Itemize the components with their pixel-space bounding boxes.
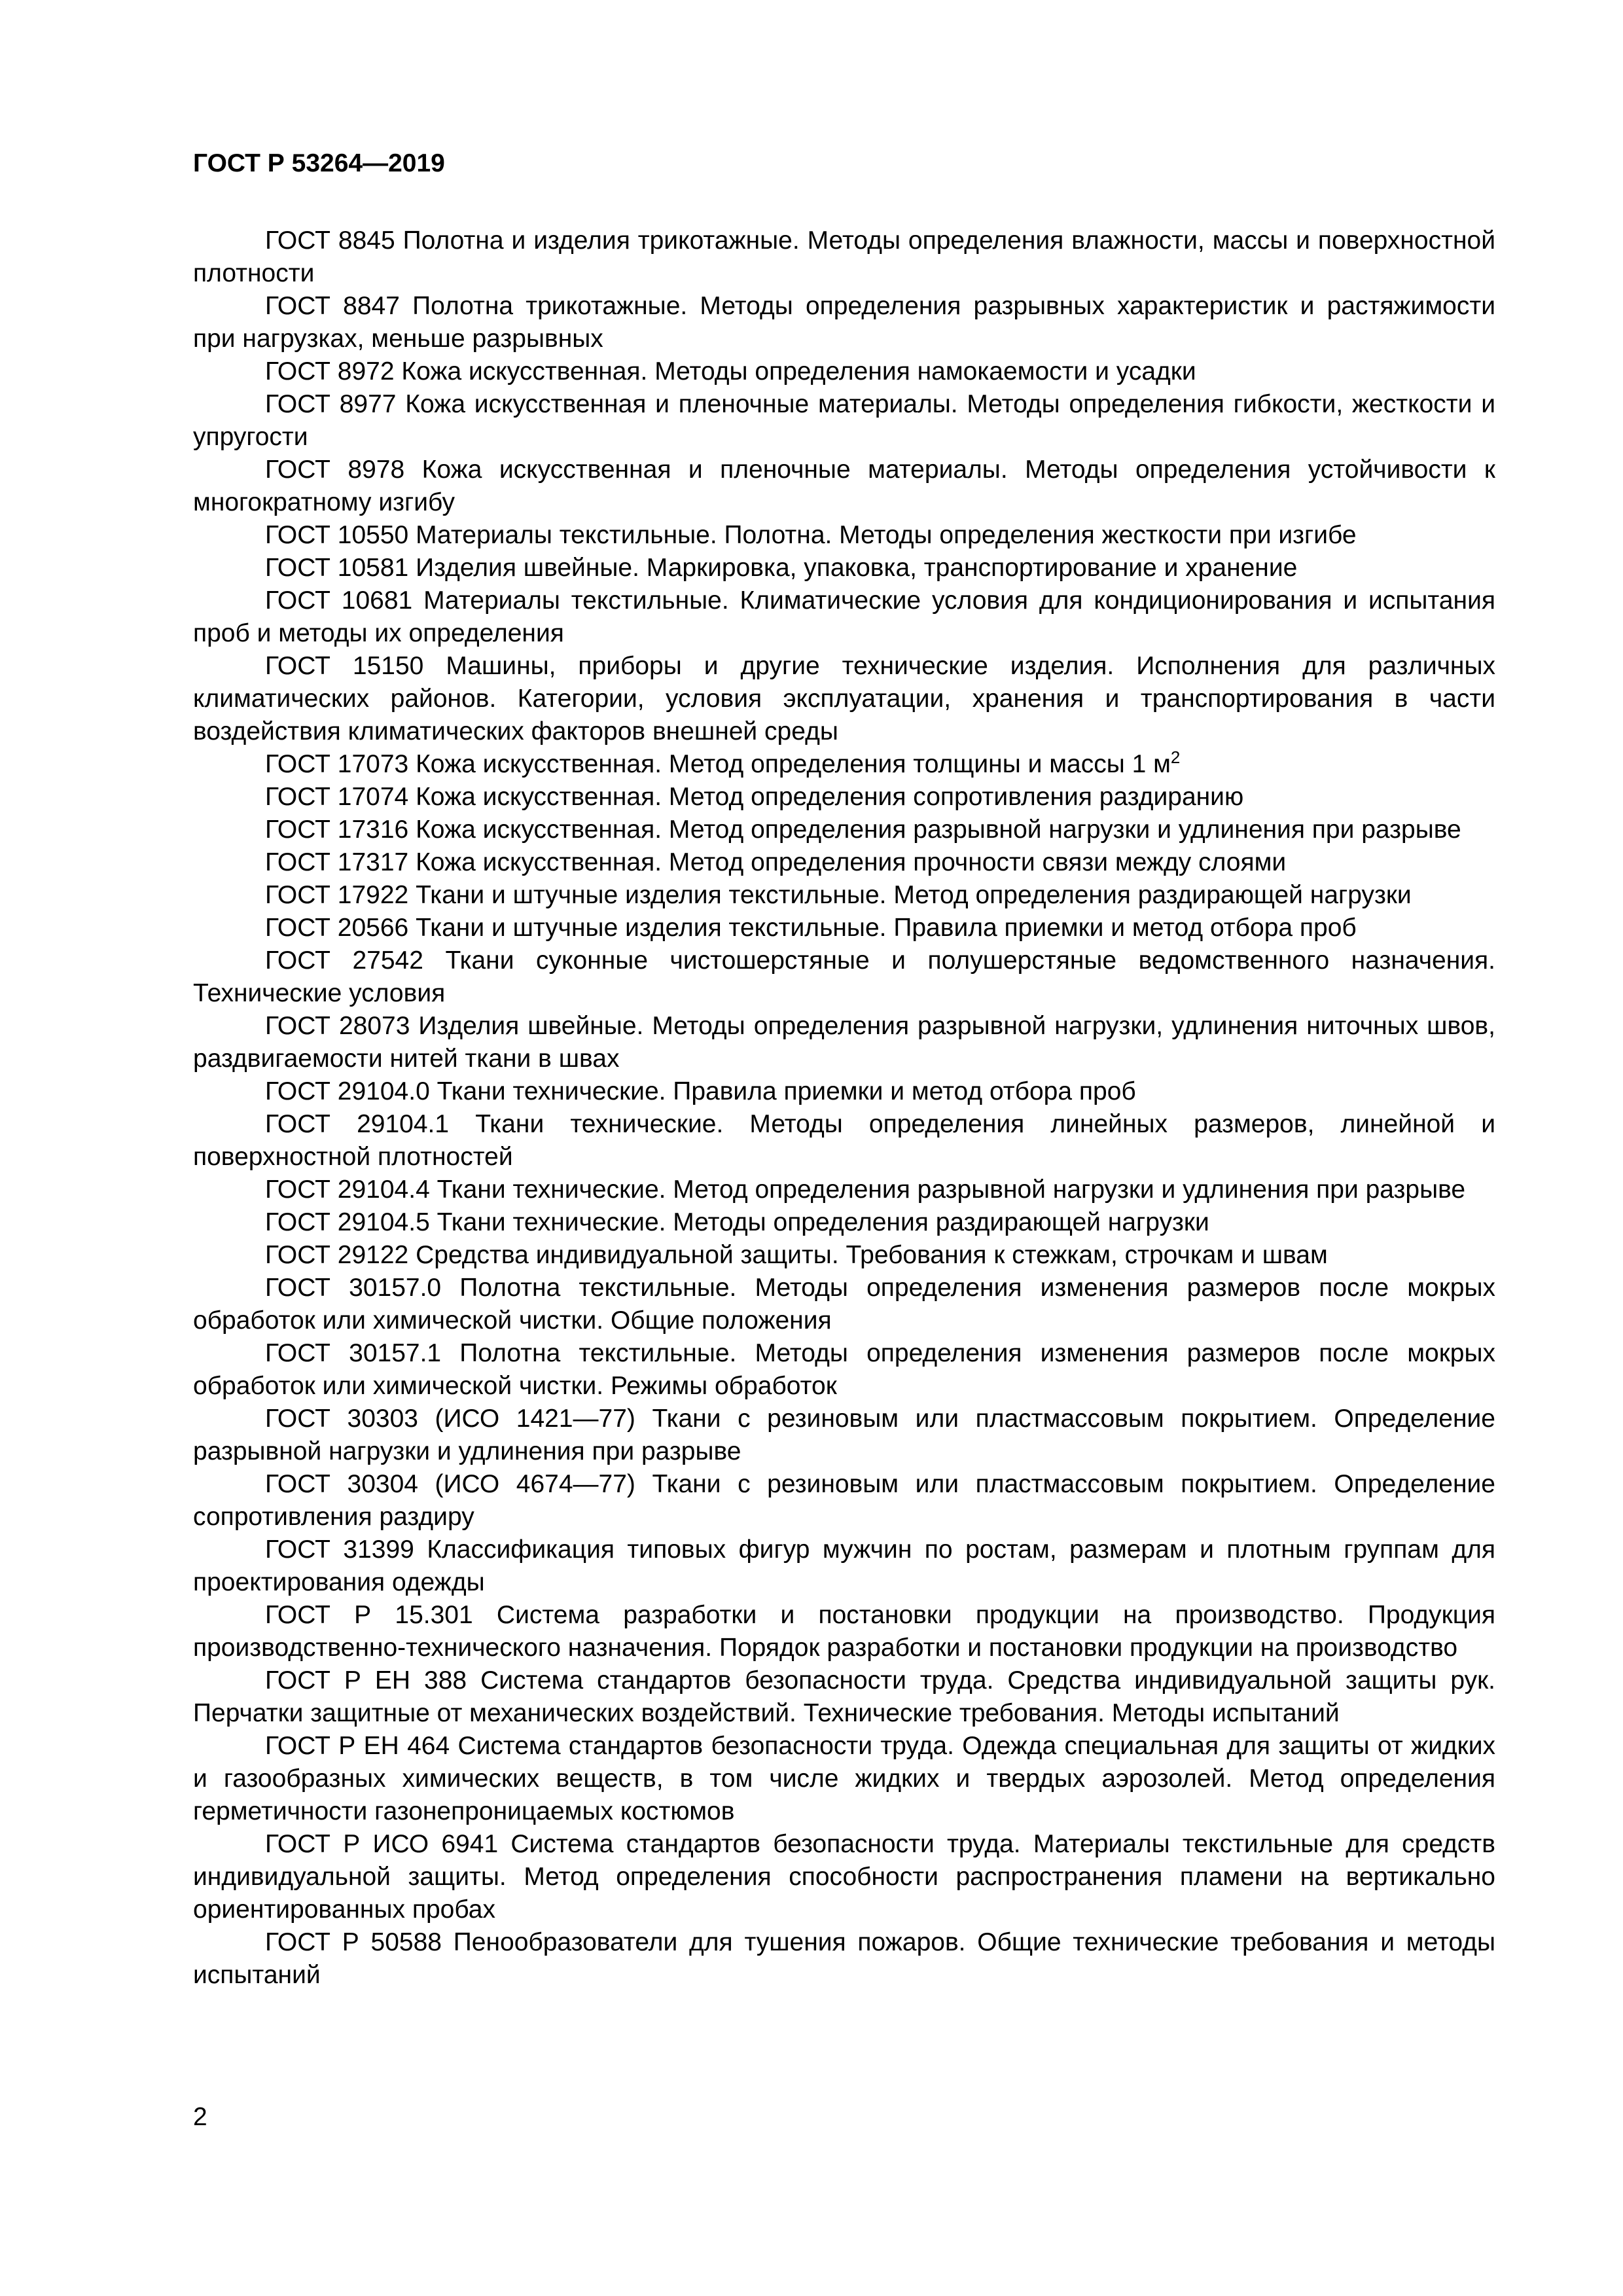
reference-item [193,748,1495,781]
reference-code: ГОСТ 17317 [265,848,409,876]
reference-item [193,552,1495,584]
reference-item [193,224,1495,290]
reference-title: Ткани технические. Методы определения раздирающей нагрузки [437,1208,1209,1236]
reference-title: Ткани технические. Метод определения разрывной нагрузки и удлинения при разрыве [437,1175,1466,1204]
reference-item [193,944,1495,1010]
reference-item [193,584,1495,650]
reference-title: Система стандартов безопасности труда. Средства индивидуальной защиты рук. Перчатки защитные от механических воздействий. Технические требования. Методы испытаний [193,1666,1495,1727]
reference-code: ГОСТ 29104.1 [265,1110,450,1138]
page-number: 2 [193,2103,207,2131]
reference-code: ГОСТ 8972 [265,357,395,386]
reference-code: ГОСТ 20566 [265,914,409,942]
reference-title: Кожа искусственная. Методы определения намокаемости и усадки [401,357,1196,386]
reference-item [193,846,1495,879]
reference-title: Материалы текстильные. Полотна. Методы определения жесткости при изгибе [416,521,1357,549]
reference-item [193,290,1495,355]
reference-title: Полотна текстильные. Методы определения изменения размеров после мокрых обработок или химической чистки. Общие положения [193,1274,1495,1335]
reference-item [193,519,1495,552]
reference-title: Система стандартов безопасности труда. Одежда специальная для защиты от жидких и газообразных химических веществ, в том числе жидких и твердых аэрозолей. Метод определения герметичности газонепроницаемых костюмов [193,1732,1495,1825]
reference-code: ГОСТ 10550 [265,521,409,549]
reference-title: Полотна текстильные. Методы определения изменения размеров после мокрых обработок или химической чистки. Режимы обработок [193,1339,1495,1400]
reference-code: ГОСТ 30157.0 [265,1274,442,1302]
reference-code: ГОСТ Р 15.301 [265,1601,473,1629]
reference-code: ГОСТ 30303 (ИСО 1421—77) [265,1405,635,1433]
reference-code: ГОСТ 17073 [265,750,409,778]
reference-title: Кожа искусственная и пленочные материалы. Методы определения устойчивости к многократному изгибу [193,456,1495,516]
reference-item [193,454,1495,519]
reference-item [193,781,1495,814]
reference-title: Пенообразователи для тушения пожаров. Общие технические требования и методы испытаний [193,1928,1496,1989]
reference-code: ГОСТ 17074 [265,783,409,811]
reference-item [193,1468,1495,1534]
reference-title: Ткани с резиновым или пластмассовым покрытием. Определение сопротивления раздиру [193,1470,1495,1531]
reference-item [193,1272,1495,1337]
reference-code: ГОСТ 31399 [265,1535,414,1564]
reference-title: Классификация типовых фигур мужчин по ростам, размерам и плотным группам для проектирования одежды [193,1535,1495,1596]
reference-title: Ткани и штучные изделия текстильные. Правила приемки и метод отбора проб [416,914,1357,942]
reference-item [193,1828,1495,1926]
page-header: ГОСТ Р 53264—2019 [193,149,445,177]
reference-title: Изделия швейные. Маркировка, упаковка, транспортирование и хранение [416,554,1298,582]
reference-title: Кожа искусственная. Метод определения толщины и массы 1 м [416,750,1171,778]
reference-code: ГОСТ 10581 [265,554,409,582]
reference-title: Ткани технические. Методы определения линейных размеров, линейной и поверхностной плотностей [193,1110,1495,1171]
reference-title: Полотна трикотажные. Методы определения разрывных характеристик и растяжимости при нагрузках, меньше разрывных [193,292,1495,353]
reference-title: Ткани технические. Правила приемки и метод отбора проб [437,1077,1136,1105]
reference-item [193,879,1495,912]
reference-code: ГОСТ 29104.5 [265,1208,430,1236]
reference-item [193,1075,1495,1108]
reference-code: ГОСТ 10681 [265,586,413,615]
reference-title: Система стандартов безопасности труда. Материалы текстильные для средств индивидуальной защиты. Метод определения способности распространения пламени на вертикально ориентированных пробах [193,1830,1495,1924]
reference-code: ГОСТ 17922 [265,881,409,909]
reference-code: ГОСТ 29122 [265,1241,409,1269]
reference-code: ГОСТ Р ЕН 464 [265,1732,450,1760]
reference-title: Кожа искусственная. Метод определения разрывной нагрузки и удлинения при разрыве [416,816,1461,844]
reference-item [193,912,1495,944]
reference-item [193,650,1495,748]
reference-item [193,1534,1495,1599]
reference-title: Система разработки и постановки продукции на производство. Продукция производственно-технического назначения. Порядок разработки и постановки продукции на производство [193,1601,1495,1662]
reference-item [193,1730,1495,1828]
reference-code: ГОСТ Р ИСО 6941 [265,1830,499,1858]
reference-code: ГОСТ Р ЕН 388 [265,1666,467,1695]
reference-code: ГОСТ 27542 [265,946,423,975]
reference-item [193,1403,1495,1468]
reference-title: Кожа искусственная. Метод определения сопротивления раздиранию [416,783,1244,811]
reference-code: ГОСТ 8978 [265,456,405,484]
reference-code: ГОСТ 29104.4 [265,1175,430,1204]
reference-title: Ткани с резиновым или пластмассовым покрытием. Определение разрывной нагрузки и удлинения при разрыве [193,1405,1495,1465]
reference-title: Полотна и изделия трикотажные. Методы определения влажности, массы и поверхностной плотности [193,226,1495,287]
reference-code: ГОСТ 8847 [265,292,400,320]
reference-item [193,388,1495,454]
reference-item [193,1206,1495,1239]
reference-title: Средства индивидуальной защиты. Требования к стежкам, строчкам и швам [416,1241,1328,1269]
reference-title: Ткани суконные чистошерстяные и полушерстяные ведомственного назначения. Технические условия [193,946,1495,1007]
reference-item [193,1010,1495,1075]
reference-title: Материалы текстильные. Климатические условия для кондиционирования и испытания проб и методы их определения [193,586,1495,647]
reference-item [193,1108,1495,1174]
reference-title: Изделия швейные. Методы определения разрывной нагрузки, удлинения ниточных швов, раздвигаемости нитей ткани в швах [193,1012,1495,1073]
reference-code: ГОСТ Р 50588 [265,1928,442,1956]
reference-item [193,1337,1495,1403]
reference-code: ГОСТ 8845 [265,226,395,255]
reference-item [193,1239,1495,1272]
reference-item [193,1926,1495,1992]
reference-code: ГОСТ 30157.1 [265,1339,442,1367]
reference-title: Кожа искусственная и пленочные материалы. Методы определения гибкости, жесткости и упругости [193,390,1495,451]
references-list [193,224,1495,1992]
reference-code: ГОСТ 17316 [265,816,409,844]
reference-title: Ткани и штучные изделия текстильные. Метод определения раздирающей нагрузки [416,881,1412,909]
reference-code: ГОСТ 15150 [265,652,424,680]
superscript: 2 [1170,747,1181,767]
reference-item [193,1599,1495,1664]
reference-item [193,1174,1495,1206]
reference-code: ГОСТ 8977 [265,390,397,418]
reference-item [193,355,1495,388]
reference-code: ГОСТ 28073 [265,1012,410,1040]
reference-title: Кожа искусственная. Метод определения прочности связи между слоями [416,848,1287,876]
reference-code: ГОСТ 30304 (ИСО 4674—77) [265,1470,635,1498]
reference-item [193,1664,1495,1730]
reference-item [193,814,1495,846]
reference-title: Машины, приборы и другие технические изделия. Исполнения для различных климатических районов. Категории, условия эксплуатации, хранения и транспортирования в части воздействия климатических факторов внешней среды [193,652,1495,745]
reference-code: ГОСТ 29104.0 [265,1077,430,1105]
